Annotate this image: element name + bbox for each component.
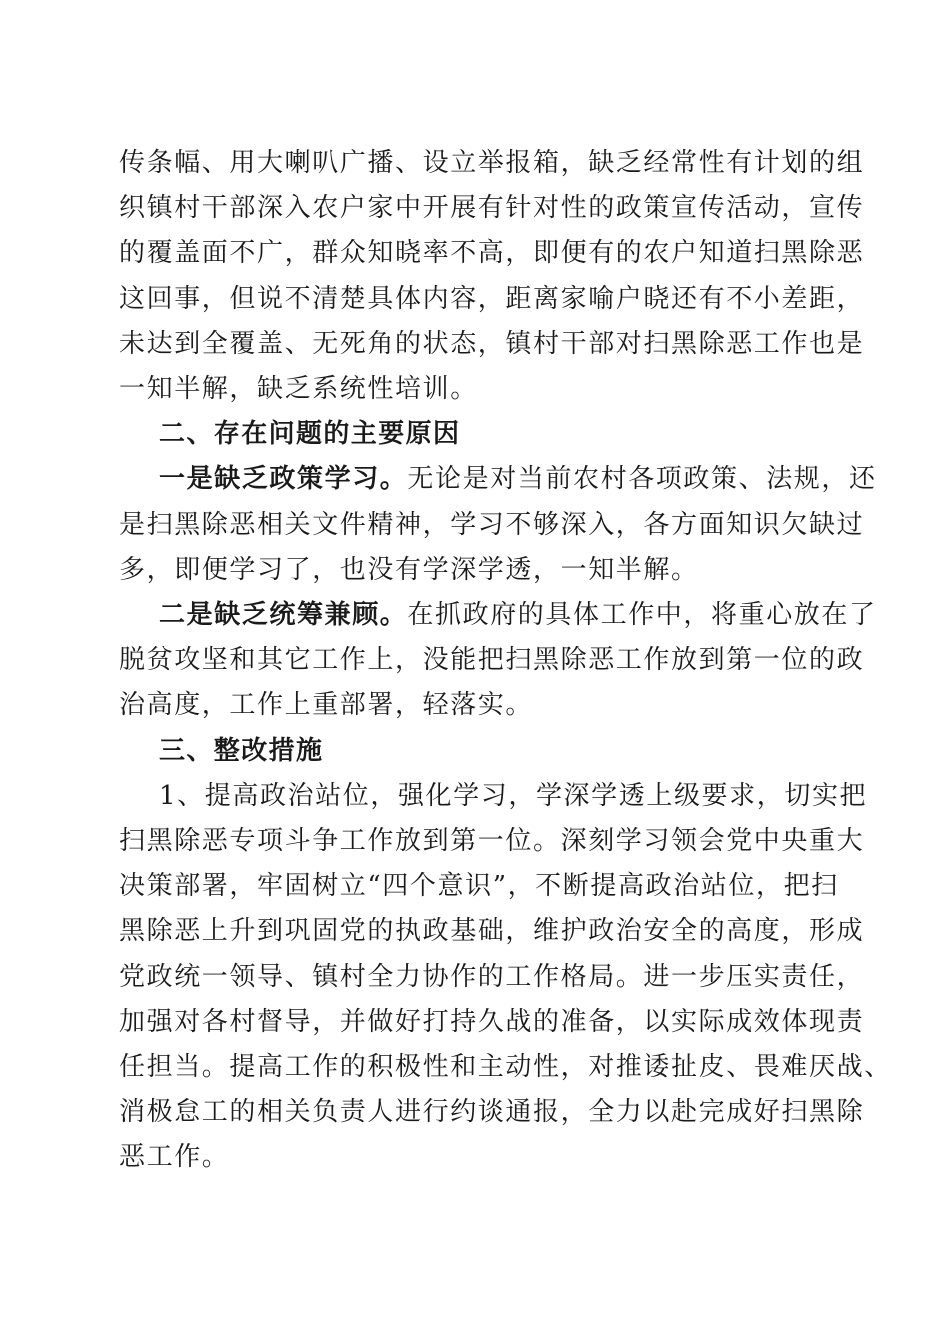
text-line: 传条幅、用大喇叭广播、设立举报箱，缺乏经常性有计划的组 [119, 148, 865, 178]
text-line: 未达到全覆盖、无死角的状态，镇村干部对扫黑除恶工作也是 [119, 328, 865, 359]
paragraph-lack-of-coordination [119, 593, 877, 729]
text-line: 扫黑除恶专项斗争工作放到第一位。深刻学习领会党中央重大 [119, 826, 865, 857]
text-line: 决策部署，牢固树立“四个意识”，不断提高政治站位，把扫 [119, 871, 839, 902]
paragraph-publicity-shortfall [119, 141, 865, 412]
paragraph-lead-rest: 在抓政府的具体工作中，将重心放在了 [407, 600, 877, 631]
text-line: 党政统一领导、镇村全力协作的工作格局。进一步压实责任， [119, 961, 865, 992]
text-line: 织镇村干部深入农户家中开展有针对性的政策宣传活动，宣传 [119, 193, 865, 224]
paragraph-lead-rest: 无论是对当前农村各项政策、法规，还 [407, 464, 877, 495]
section-heading-measures: 三、整改措施 [159, 735, 324, 766]
paragraph-measure-1 [119, 774, 892, 1181]
text-line: 的覆盖面不广，群众知晓率不高，即便有的农户知道扫黑除恶 [119, 238, 865, 269]
text-line [119, 457, 877, 502]
text-line: 治高度，工作上重部署，轻落实。 [119, 690, 534, 721]
text-line: 多，即便学习了，也没有学深学透，一知半解。 [119, 554, 699, 585]
text-line: 加强对各村督导，并做好打持久战的准备，以实际成效体现责 [119, 1006, 865, 1037]
paragraph-lack-of-study [119, 457, 877, 593]
text-line: 这回事，但说不清楚具体内容，距离家喻户晓还有不小差距， [119, 283, 865, 314]
document-body [119, 141, 892, 1181]
text-line: 恶工作。 [119, 1142, 230, 1173]
text-line: 脱贫攻坚和其它工作上，没能把扫黑除恶工作放到第一位的政 [119, 645, 865, 676]
paragraph-lead: 二是缺乏统筹兼顾。 [159, 600, 408, 631]
text-line: 是扫黑除恶相关文件精神，学习不够深入，各方面知识欠缺过 [119, 509, 865, 540]
text-line: 黑除恶上升到巩固党的执政基础，维护政治安全的高度，形成 [119, 916, 865, 947]
text-line: 一知半解，缺乏系统性培训。 [119, 374, 478, 405]
paragraph-lead: 一是缺乏政策学习。 [159, 464, 408, 495]
text-line: 消极怠工的相关负责人进行约谈通报，全力以赴完成好扫黑除 [119, 1097, 865, 1128]
text-line: 1、提高政治站位，强化学习，学深学透上级要求，切实把 [159, 780, 868, 811]
text-line [119, 593, 877, 638]
section-heading-causes: 二、存在问题的主要原因 [159, 419, 461, 450]
text-line: 任担当。提高工作的积极性和主动性，对推诿扯皮、畏难厌战、 [119, 1052, 892, 1083]
